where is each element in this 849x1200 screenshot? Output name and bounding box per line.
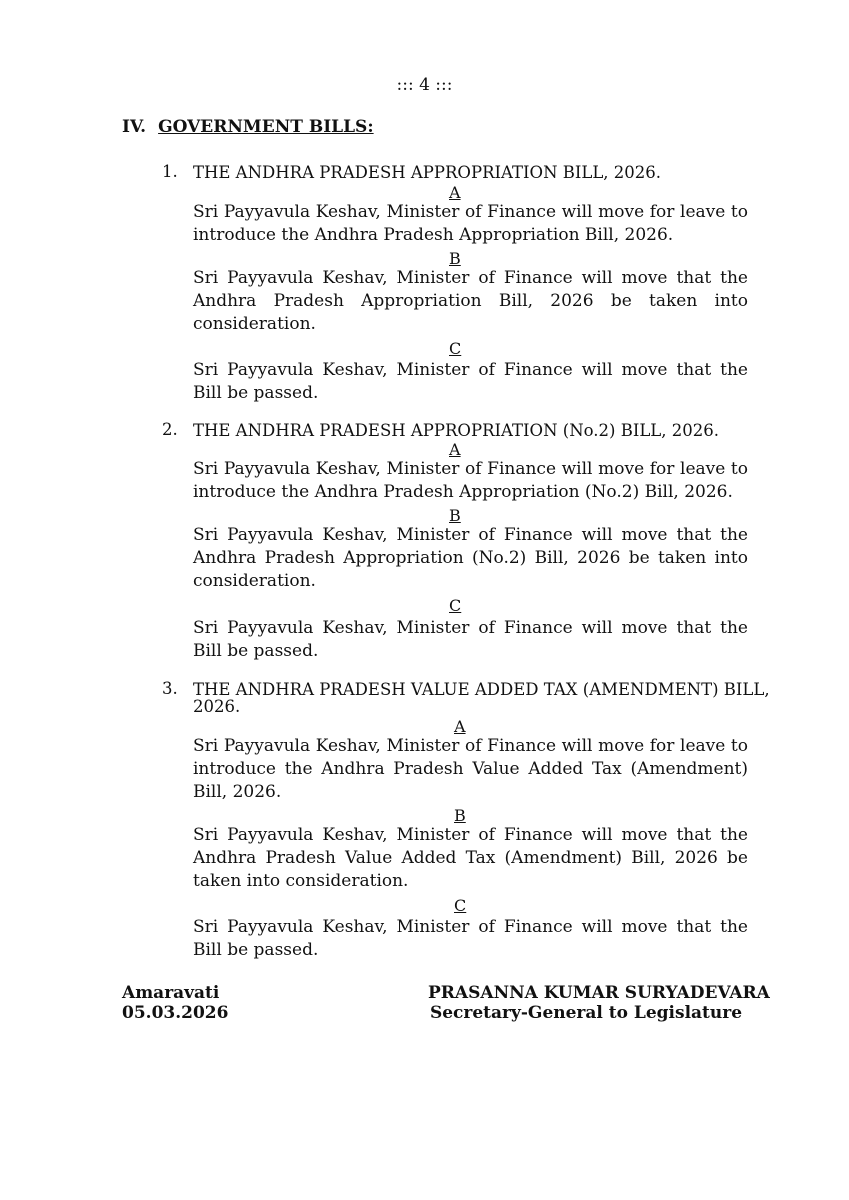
bill-3-motion-c-text: Sri Payyavula Keshav, Minister of Finance will move that the Bill be passed. (193, 917, 748, 960)
bill-2-number: 2. (162, 420, 178, 439)
bill-3-title-line-1: THE ANDHRA PRADESH VALUE ADDED TAX (AMENDMENT) BILL, (193, 680, 770, 699)
bill-2-motion-a-label: A (449, 440, 461, 459)
bill-2-motion-b-label: B (449, 506, 461, 525)
bill-1-motion-a-label: A (449, 183, 461, 202)
bill-1-motion-a-text: Sri Payyavula Keshav, Minister of Finance will move for leave to introduce the Andhra Pradesh Appropriation Bill, 2026. (193, 202, 748, 245)
signatory-title: Secretary-General to Legislature (429, 1003, 743, 1023)
section-title: GOVERNMENT BILLS: (158, 117, 374, 137)
bill-3-motion-b-label: B (454, 806, 466, 825)
bill-2-motion-a-text: Sri Payyavula Keshav, Minister of Finance will move for leave to introduce the Andhra Pradesh Appropriation (No.2) Bill, 2026. (193, 459, 748, 502)
section-numeral: IV. (122, 117, 147, 137)
bill-1-motion-c-text: Sri Payyavula Keshav, Minister of Finance will move that the Bill be passed. (193, 360, 748, 403)
bill-2-motion-c-text: Sri Payyavula Keshav, Minister of Finance will move that the Bill be passed. (193, 618, 748, 661)
bill-3-motion-b-text: Sri Payyavula Keshav, Minister of Finance will move that the Andhra Pradesh Value Added Tax (Amendment) Bill, 2026 be taken into consideration. (193, 825, 748, 891)
section-heading (122, 117, 374, 137)
signatory-name: PRASANNA KUMAR SURYADEVARA (428, 983, 770, 1003)
bill-3-motion-c-label: C (454, 896, 467, 915)
bill-3-motion-a-label: A (454, 717, 466, 736)
bill-1-number: 1. (162, 162, 178, 181)
footer-place: Amaravati (122, 983, 220, 1003)
bill-1-motion-c-label: C (449, 339, 462, 358)
bill-2-motion-c-label: C (449, 596, 462, 615)
bill-3-title-line-2: 2026. (193, 697, 241, 716)
bill-3-number: 3. (162, 679, 178, 698)
bill-1-motion-b-label: B (449, 249, 461, 268)
bill-3-motion-a-text: Sri Payyavula Keshav, Minister of Finance will move for leave to introduce the Andhra Pradesh Value Added Tax (Amendment) Bill, 2026. (193, 736, 748, 802)
page-number: ::: 4 ::: (396, 75, 453, 95)
bill-1-motion-b-text: Sri Payyavula Keshav, Minister of Finance will move that the Andhra Pradesh Appropriation Bill, 2026 be taken into consideration. (193, 268, 748, 334)
bill-2-title: THE ANDHRA PRADESH APPROPRIATION (No.2) BILL, 2026. (193, 421, 719, 440)
footer-date: 05.03.2026 (122, 1003, 229, 1023)
bill-1-title: THE ANDHRA PRADESH APPROPRIATION BILL, 2026. (193, 163, 662, 182)
bill-2-motion-b-text: Sri Payyavula Keshav, Minister of Finance will move that the Andhra Pradesh Appropriation (No.2) Bill, 2026 be taken into consideration. (193, 525, 748, 591)
